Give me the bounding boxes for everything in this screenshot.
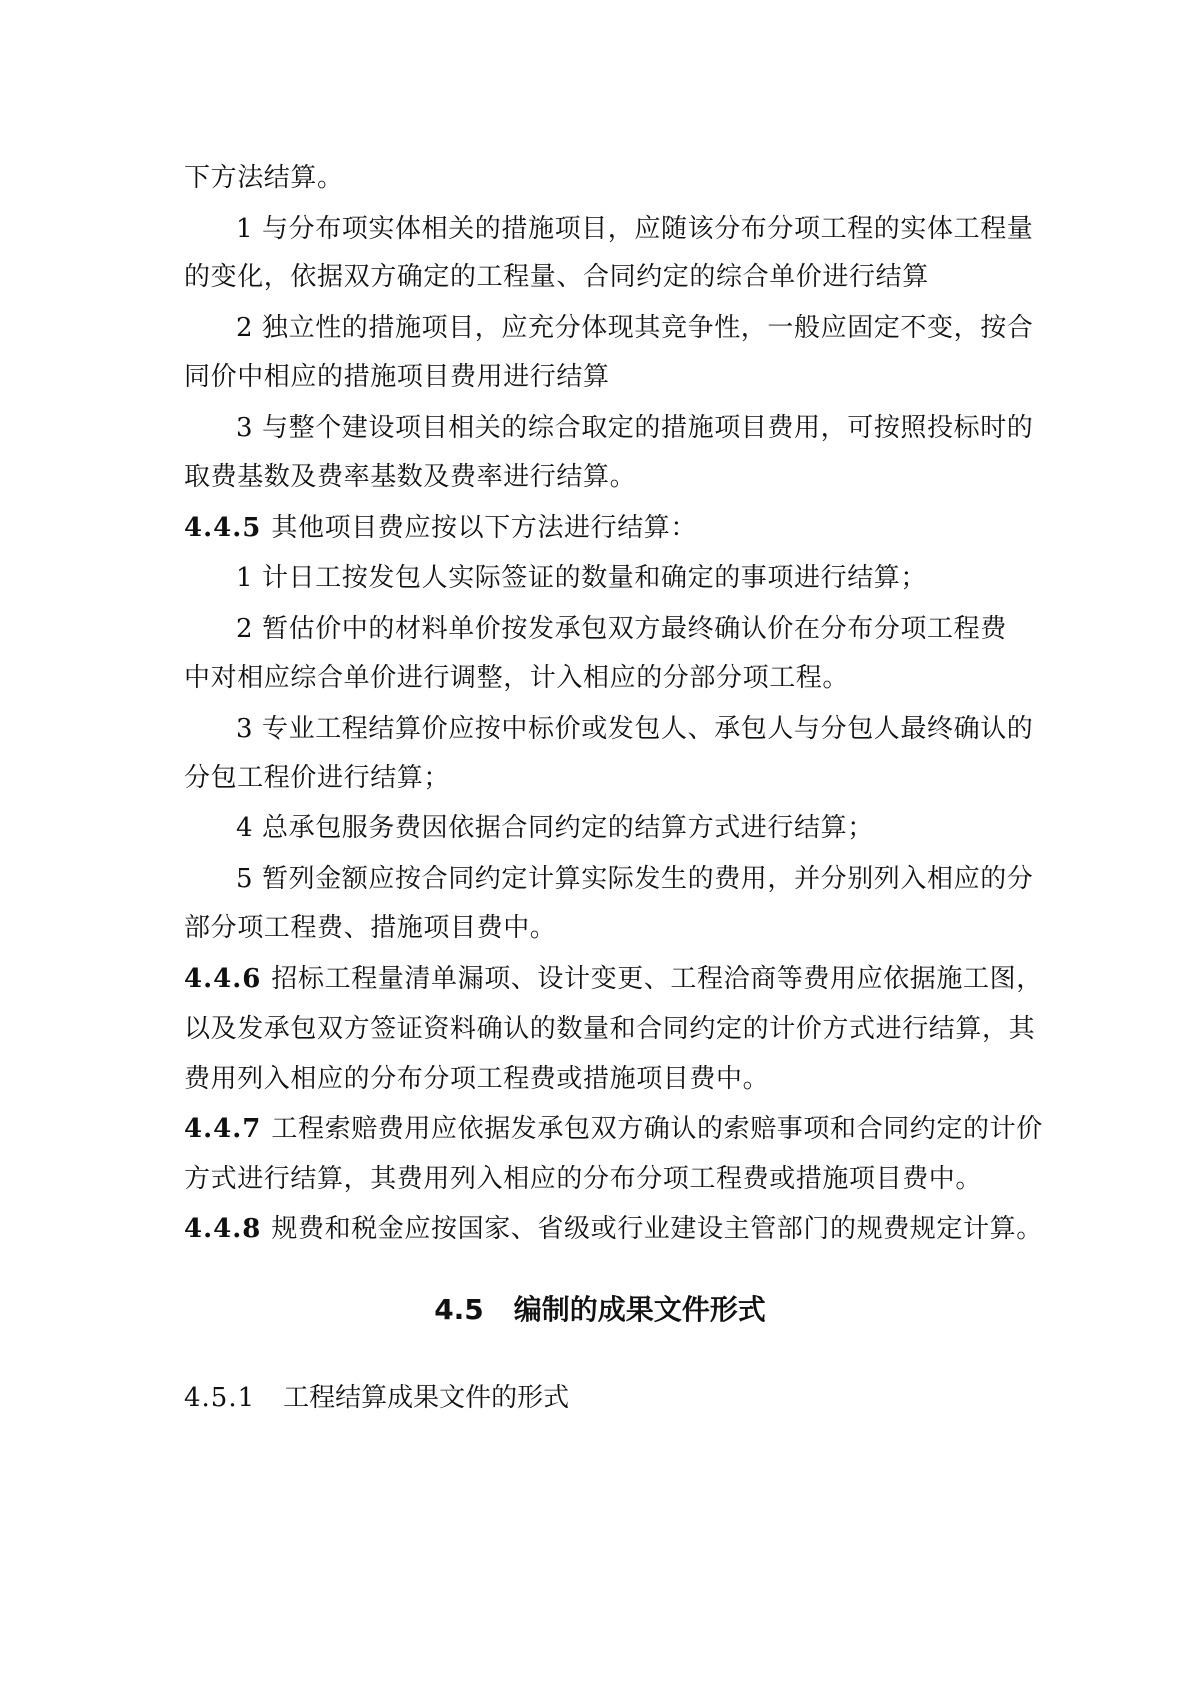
clause-4-4-8: 4.4.8 规费和税金应按国家、省级或行业建设主管部门的规费规定计算。 — [184, 1214, 1043, 1244]
section-title: 编制的成果文件形式 — [513, 1293, 766, 1326]
paragraph-line: 同价中相应的措施项目费用进行结算 — [184, 362, 610, 392]
paragraph-line: 1 计日工按发包人实际签证的数量和确定的事项进行结算； — [236, 563, 928, 593]
paragraph-line: 以及发承包双方签证资料确认的数量和合同约定的计价方式进行结算，其 — [184, 1014, 1036, 1044]
paragraph-line: 5 暂列金额应按合同约定计算实际发生的费用，并分别列入相应的分 — [236, 864, 1034, 894]
section-heading — [0, 1290, 1200, 1330]
paragraph-line: 3 专业工程结算价应按中标价或发包人、承包人与分包人最终确认的 — [236, 714, 1034, 744]
paragraph-line: 部分项工程费、措施项目费中。 — [184, 913, 557, 943]
subsection-number: 4.5.1 — [184, 1383, 256, 1413]
clause-number: 4.4.5 — [184, 513, 262, 543]
clause-4-4-7: 4.4.7 工程索赔费用应依据发承包双方确认的索赔事项和合同约定的计价 — [184, 1114, 1043, 1144]
clause-4-4-6: 4.4.6 招标工程量清单漏项、设计变更、工程洽商等费用应依据施工图， — [184, 964, 1043, 994]
clause-number: 4.4.6 — [184, 964, 262, 994]
paragraph-line: 下方法结算。 — [184, 163, 344, 193]
paragraph-line: 方式进行结算，其费用列入相应的分布分项工程费或措施项目费中。 — [184, 1164, 983, 1194]
paragraph-line: 2 暂估价中的材料单价按发承包双方最终确认价在分布分项工程费 — [236, 614, 1007, 644]
paragraph-line: 3 与整个建设项目相关的综合取定的措施项目费用，可按照投标时的 — [236, 413, 1034, 443]
paragraph-line: 1 与分布项实体相关的措施项目，应随该分布分项工程的实体工程量 — [236, 214, 1034, 244]
paragraph-line: 2 独立性的措施项目，应充分体现其竞争性，一般应固定不变，按合 — [236, 313, 1034, 343]
clause-4-4-5: 4.4.5 其他项目费应按以下方法进行结算： — [184, 513, 697, 543]
paragraph-line: 分包工程价进行结算； — [184, 763, 451, 793]
paragraph-line: 4 总承包服务费因依据合同约定的结算方式进行结算； — [236, 813, 874, 843]
paragraph-line: 的变化，依据双方确定的工程量、合同约定的综合单价进行结算 — [184, 262, 929, 292]
clause-number: 4.4.7 — [184, 1114, 262, 1144]
subsection-title: 工程结算成果文件的形式 — [283, 1383, 570, 1413]
clause-number: 4.4.8 — [184, 1214, 262, 1244]
section-number: 4.5 — [434, 1293, 484, 1326]
paragraph-line: 中对相应综合单价进行调整，计入相应的分部分项工程。 — [184, 663, 850, 693]
subsection-heading — [184, 1380, 569, 1416]
paragraph-line: 费用列入相应的分布分项工程费或措施项目费中。 — [184, 1064, 770, 1094]
paragraph-line: 取费基数及费率基数及费率进行结算。 — [184, 462, 637, 492]
